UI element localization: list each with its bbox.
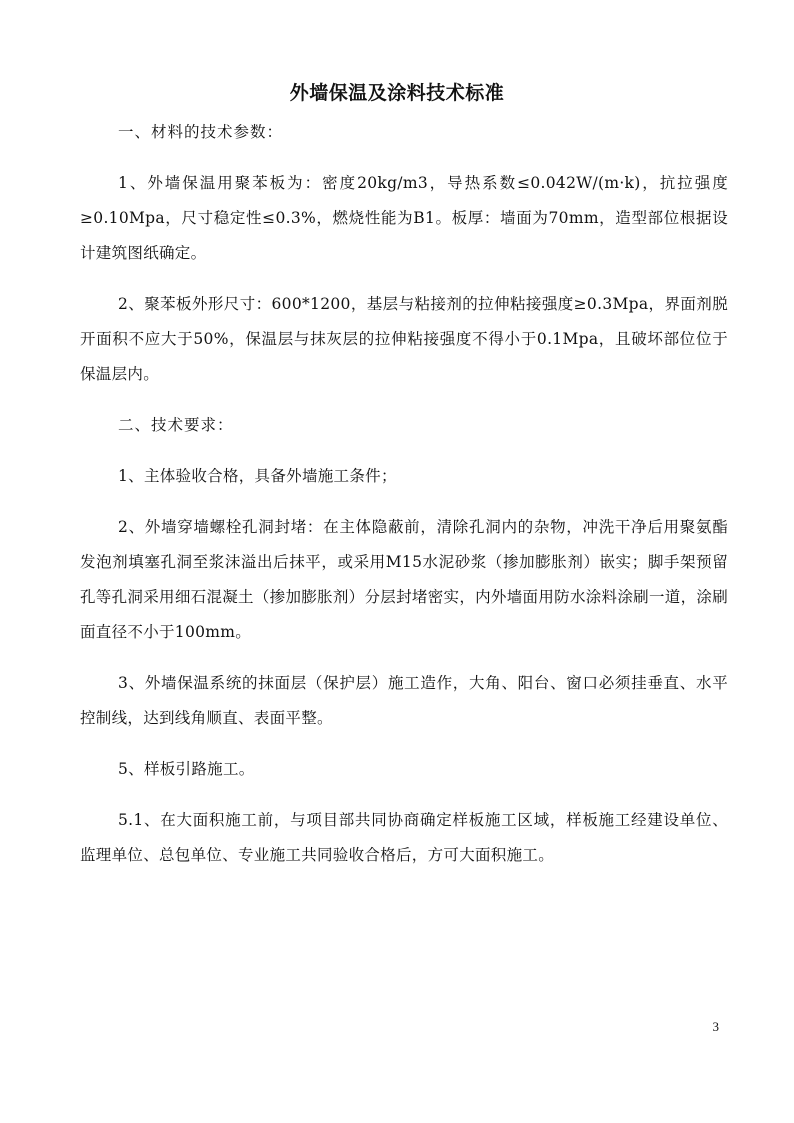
- paragraph-eps-board-dimensions: 2、聚苯板外形尺寸：600*1200，基层与粘接剂的拉伸粘接强度≥0.3Mpa，界面剂脱开面积不应大于50%，保温层与抹灰层的拉伸粘接强度不得小于0.1Mpa，且破坏部位位于保温层内。: [80, 295, 728, 383]
- document-title: 外墙保温及涂料技术标准: [289, 82, 505, 104]
- section-heading-materials: 一、材料的技术参数：: [118, 123, 284, 141]
- paragraph-eps-board-specs: 1、外墙保温用聚苯板为：密度20kg/m3，导热系数≤0.042W/(m·k)，抗拉强度≥0.10Mpa，尺寸稳定性≤0.3%，燃烧性能为B1。板厚：墙面为70mm，造型部位根据设计建筑图纸确定。: [80, 174, 728, 262]
- paragraph-finish-layer: 3、外墙保温系统的抹面层（保护层）施工造作，大角、阳台、窗口必须挂垂直、水平控制线，达到线角顺直、表面平整。: [80, 674, 728, 727]
- section-heading-technical-requirements: 二、技术要求：: [118, 416, 234, 434]
- document-body: [80, 115, 728, 889]
- page-number: 3: [712, 1019, 719, 1034]
- paragraph-sample-area: 5.1、在大面积施工前，与项目部共同协商确定样板施工区域，样板施工经建设单位、监理单位、总包单位、专业施工共同验收合格后，方可大面积施工。: [80, 811, 728, 864]
- paragraph-sample-construction: 5、样板引路施工。: [118, 760, 255, 778]
- paragraph-bolt-hole-sealing: 2、外墙穿墙螺栓孔洞封堵：在主体隐蔽前，清除孔洞内的杂物，冲洗干净后用聚氨酯发泡剂填塞孔洞至浆沫溢出后抹平，或采用M15水泥砂浆（掺加膨胀剂）嵌实；脚手架预留孔等孔洞采用细石混凝土（掺加膨胀剂）分层封堵密实，内外墙面用防水涂料涂刷一道，涂刷面直径不小于100mm。: [80, 518, 728, 641]
- paragraph-acceptance: 1、主体验收合格，具备外墙施工条件；: [118, 467, 397, 485]
